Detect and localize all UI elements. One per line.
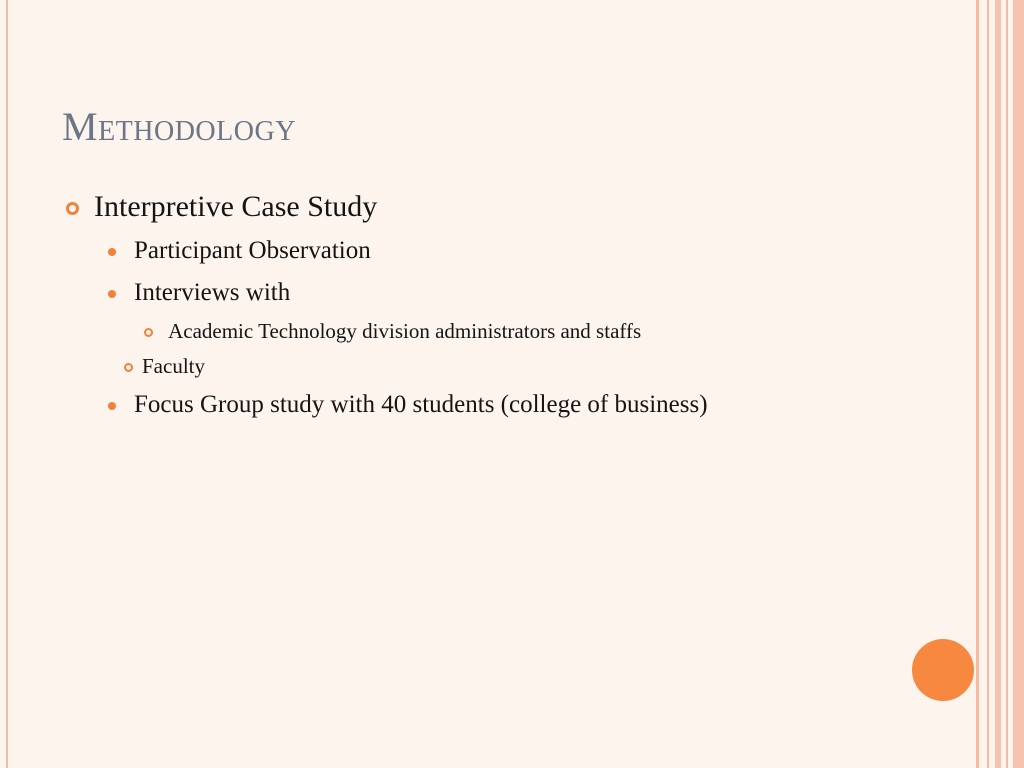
- list-item: [134, 276, 880, 310]
- stripe: [976, 0, 979, 768]
- dot-bullet-icon: [108, 248, 116, 256]
- ring-bullet-icon: [66, 202, 79, 215]
- list-item: [142, 352, 880, 380]
- list-item-text: Focus Group study with 40 students (college of business): [134, 391, 708, 418]
- list-item-text: Interviews with: [134, 279, 291, 306]
- dot-bullet-icon: [108, 402, 116, 410]
- list-item: [134, 388, 880, 422]
- list-item: [134, 234, 880, 268]
- list-item-text: Academic Technology division administrators and staffs: [164, 319, 642, 343]
- stripe: [987, 0, 989, 768]
- list-item-text: Faculty: [142, 354, 205, 378]
- stripe: [1013, 0, 1024, 768]
- ring-bullet-icon: [144, 328, 153, 337]
- list-item-text: Participant Observation: [134, 237, 371, 264]
- list-item: [164, 317, 880, 345]
- bullet-list: [60, 188, 880, 422]
- stripe: [995, 0, 1001, 768]
- ring-bullet-icon: [124, 363, 133, 372]
- slide-title: Methodology: [62, 104, 296, 149]
- list-item: [94, 188, 880, 226]
- orange-circle-decoration: [912, 639, 974, 701]
- stripe: [1006, 0, 1008, 768]
- right-decorative-stripes: [976, 0, 1024, 768]
- dot-bullet-icon: [108, 290, 116, 298]
- list-item-text: Interpretive Case Study: [94, 190, 378, 223]
- left-border-line: [6, 0, 8, 768]
